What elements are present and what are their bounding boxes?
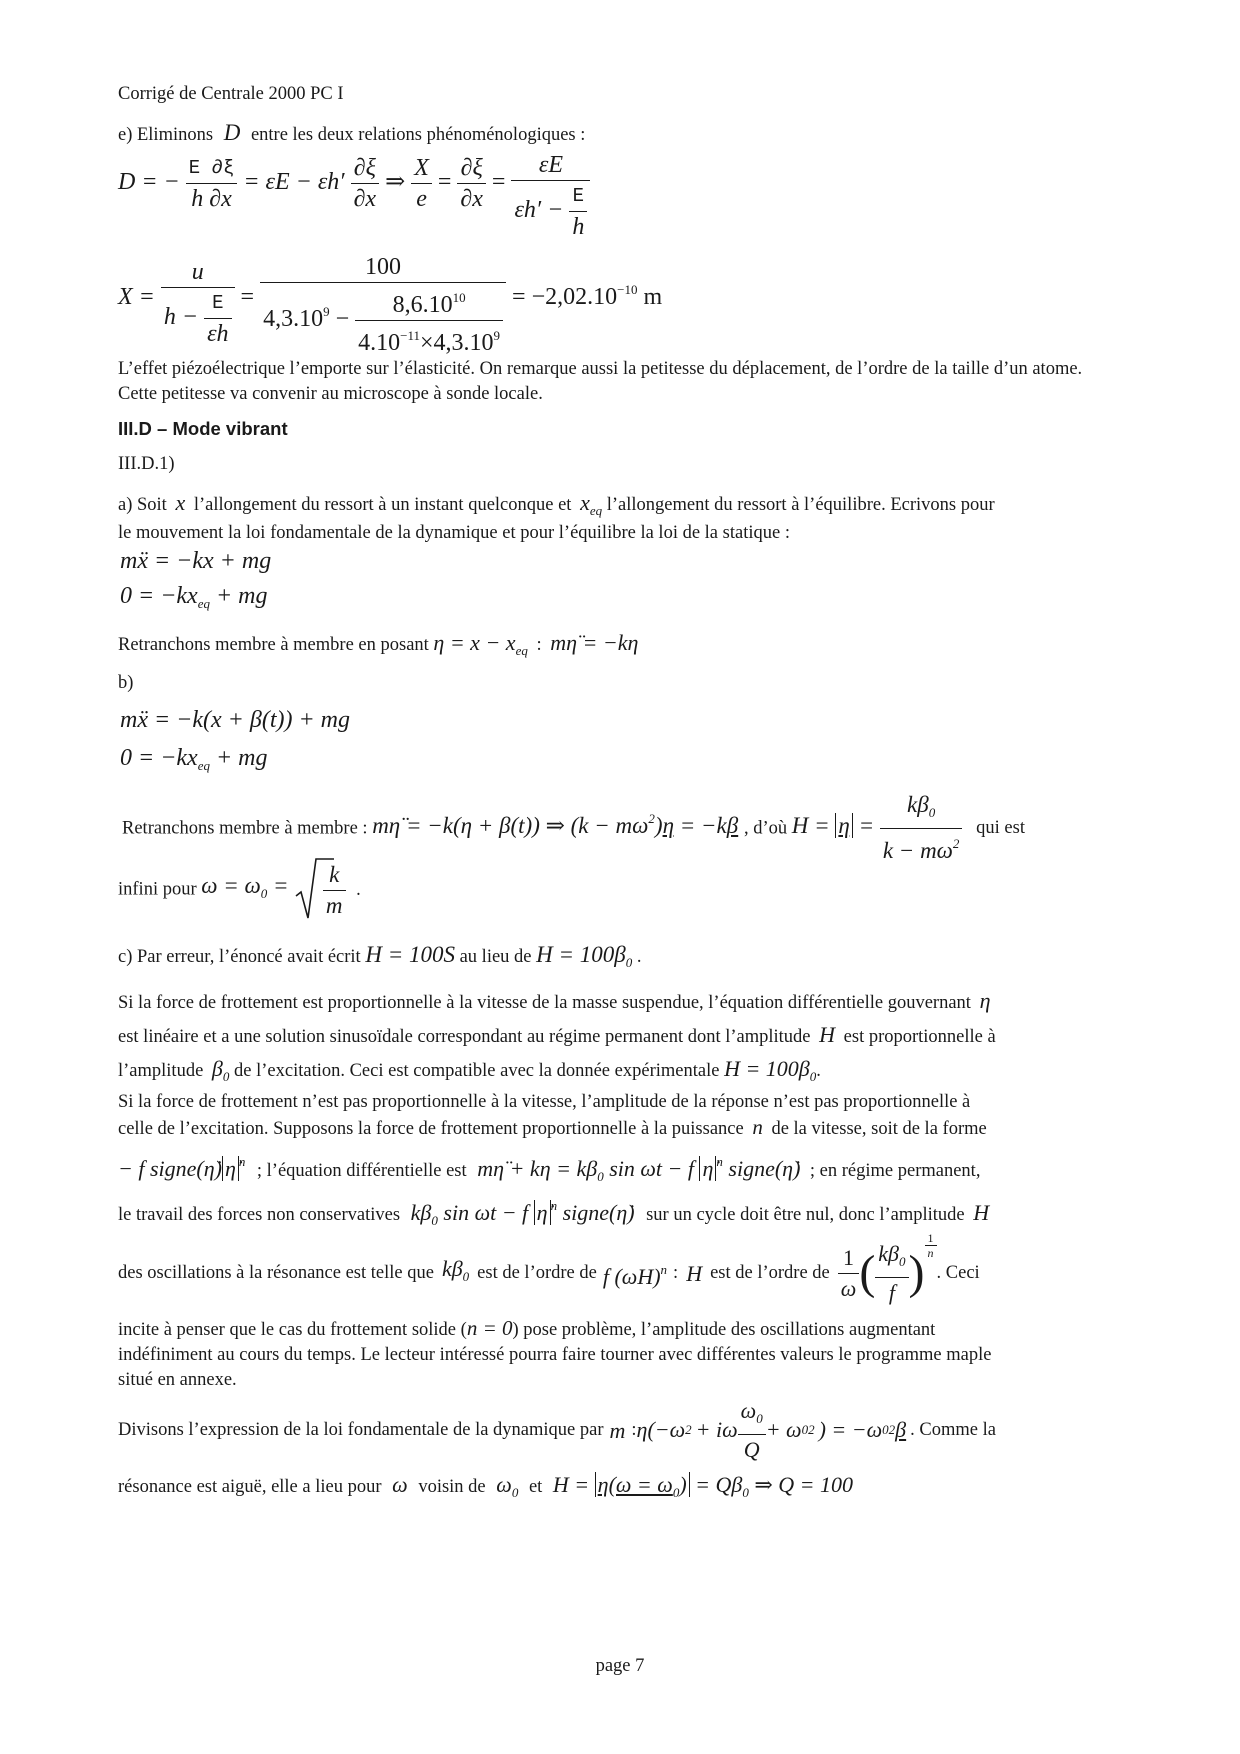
part-b-label: b) <box>118 673 134 693</box>
fraction: u h − $\frac{E}{\varepsilon h}$ <box>161 257 235 349</box>
page-header: Corrigé de Centrale 2000 PC I <box>118 84 344 104</box>
page-number: page 7 <box>595 1656 645 1676</box>
fraction: $\frac{E \partial\xi}{h \partial x}$ <box>186 153 238 214</box>
equation-b2: $0 = -kx_{eq}$ + mg <box>120 745 268 773</box>
fraction: $\frac{1}{\omega}$ <box>838 1243 860 1304</box>
part-c-line1: c) Par erreur, l’énoncé avait écrit H = 100S au lieu de $H = 100\beta_0$ . <box>118 942 642 970</box>
part-c-para2-d: des oscillations à la résonance est telle que $k\beta_0$ est de l’ordre de f $(\omega H)^n$ : H est de l’ordre de $\frac{1}{\omega}$ ( $\frac{k\beta_0}{f}$ ) $\frac{1}{n}$ . Ceci <box>118 1238 980 1308</box>
part-c-para3: incite à penser que le cas du frottement solide (n = 0) pose problème, l’amplitude des oscillations augmentant indéfiniment au cours du temps. Le lecteur intéressé pourra faire tourner avec différentes valeurs le programme maple situé en annexe. <box>118 1316 992 1390</box>
fraction: $\frac{\partial\xi}{\partial x}$ <box>457 153 486 214</box>
equation-eliminate-D: D = − $\frac{E \partial\xi}{h \partial x}$ = εE − εh′ $\frac{\partial\xi}{\partial x}$ ⇒ $\frac{X}{e}$ = $\frac{\partial\xi}{\partial x}$ = εE εh′ − $\frac{E}{h}$ <box>118 150 590 242</box>
part-a-line3: Retranchons membre à membre en posant $\eta = x - x_{eq}$ : mη̈ = −kη <box>118 630 639 658</box>
fraction: $\frac{\partial\xi}{\partial x}$ <box>351 153 380 214</box>
fraction: $\frac{8,6.10^{10}}{4.10^{-11}\times 4,3.10^9}$ <box>355 283 503 358</box>
fraction: $\frac{E}{\varepsilon h}$ <box>204 288 231 349</box>
exponent-fraction: $\frac{1}{n}$ <box>925 1231 937 1260</box>
section-title: III.D – Mode vibrant <box>118 418 288 439</box>
fraction: $\frac{k\beta_0}{f}$ <box>875 1239 908 1308</box>
part-a-line2: le mouvement la loi fondamentale de la dynamique et pour l’équilibre la loi de la statique : <box>118 523 790 543</box>
equation-a2: $0 = -kx_{eq}$ + mg <box>120 583 268 611</box>
fraction: $\frac{k}{m}$ <box>323 860 346 921</box>
var-D: D <box>223 120 241 145</box>
fraction: $\frac{E}{h}$ <box>569 181 587 242</box>
part-c-para2-b: − f signe(η̇) η̇ $^n$ ; l’équation différentielle est mη̈ + $k\eta = k\beta_0$ sin ωt − f η̇ $^n$ signe(η̇) ; en régime permanent, <box>118 1154 981 1184</box>
equation-X-value: X = u h − $\frac{E}{\varepsilon h}$ = 100 $4,3.10^9$ − $\frac{8,6.10^{10}}{4.10^{-11}\times 4,3.10^9}$ = $-2,02.10^{-10}$ m <box>118 254 663 356</box>
part-c-para2-a: Si la force de frottement n’est pas proportionnelle à la vitesse, l’amplitude de la réponse n’est pas proportionnelle à celle de l’excitation. Supposons la force de frottement proportionnelle à la puissance n de la vitesse, soit de la forme <box>118 1092 987 1139</box>
section-sub: III.D.1) <box>118 454 175 474</box>
part-c-para2-c: le travail des forces non conservatives $k\beta_0$ sin ωt − f η̇ $^n$ signe(η̇) sur un cycle doit être nul, donc l’amplitude H <box>118 1198 990 1228</box>
part-b-line3: Retranchons membre à membre : mη̈ = −k(η + β(t)) ⇒ $(k - m\omega^2)\eta = -k\beta$ , d’où H = η = $\frac{k\beta_0}{k - m\omega^2}$ qui est <box>122 790 1025 866</box>
part-c-para4: Divisons l’expression de la loi fondamentale de la dynamique par m : η(−ω 2 + iω $\frac{\omega_0}{Q}$ + ω 0 2 ) = −ω 0 2 β . Comme la <box>118 1400 996 1460</box>
fraction: εE εh′ − $\frac{E}{h}$ <box>511 150 590 242</box>
fraction: 100 $4,3.10^9$ − $\frac{8,6.10^{10}}{4.10^{-11}\times 4,3.10^9}$ <box>260 252 506 358</box>
equation-b1: mẍ = −k(x + β(t)) + mg <box>120 707 350 733</box>
part-c-para5: résonance est aiguë, elle a lieu pour ω voisin de $\omega_0$ et $H = \eta(\omega = \omega_0) = Q\beta_0$ ⇒ Q = 100 <box>118 1472 854 1500</box>
intro-e: e) Eliminons D entre les deux relations phénoménologiques : <box>118 120 586 145</box>
fraction: $\frac{k\beta_0}{k - m\omega^2}$ <box>880 790 963 866</box>
fraction: $\frac{X}{e}$ <box>411 153 432 214</box>
part-a-line1: a) Soit x l’allongement du ressort à un instant quelconque et $x_{eq}$ l’allongement du ressort à l’équilibre. Ecrivons pour <box>118 490 995 518</box>
part-c-para1: Si la force de frottement est proportionnelle à la vitesse de la masse suspendue, l’équation différentielle gouvernant η est linéaire et a une solution sinusoïdale correspondant au régime permanent dont l’amplitude H est proportionnelle à l’amplitude $\beta_0$ de l’excitation. Ceci est compatible avec la donnée expérimentale $H = 100\beta_0$. <box>118 988 996 1084</box>
part-b-line4: infini pour $\omega = \omega_0$ = $\frac{k}{m}$ . <box>118 856 361 924</box>
equation-a1: mẍ = −kx + mg <box>120 548 272 574</box>
fraction: $\frac{\omega_0}{Q}$ <box>738 1396 766 1465</box>
paragraph-piezo: L’effet piézoélectrique l’emporte sur l’élasticité. On remarque aussi la petitesse du déplacement, de l’ordre de la taille d’un atome. Cette petitesse va convenir au microscope à sonde locale. <box>118 359 1083 404</box>
